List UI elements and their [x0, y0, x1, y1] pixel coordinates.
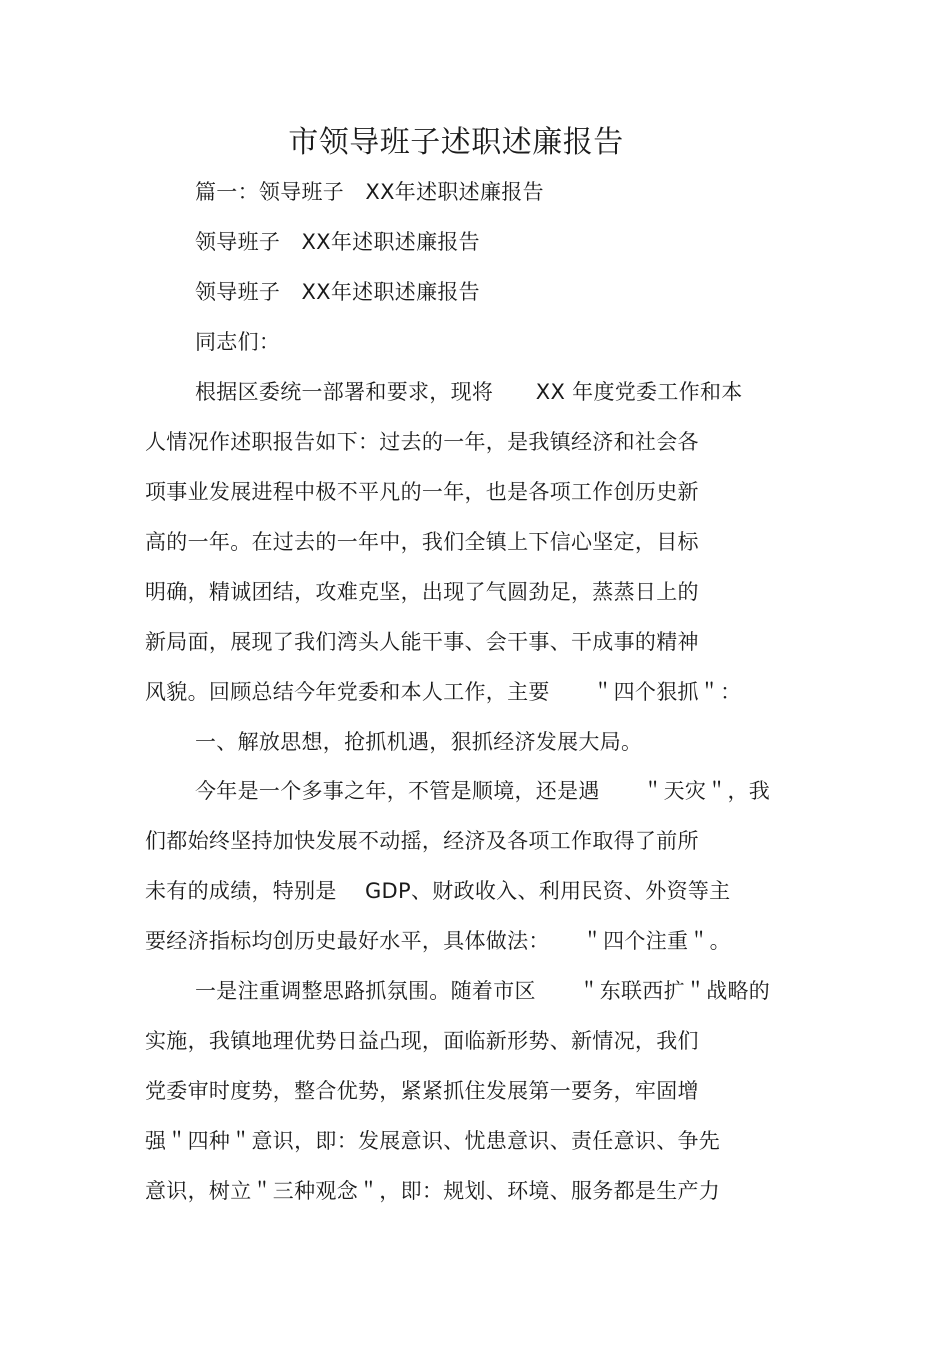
paragraph-line: 人情况作述职报告如下：过去的一年，是我镇经济和社会各 — [145, 430, 699, 454]
paragraph-line: 风貌。回顾总结今年党委和本人工作，主要 ＂四个狠抓＂： — [145, 680, 742, 704]
paragraph-line: 意识，树立＂三种观念＂，即：规划、环境、服务都是生产力 — [145, 1179, 721, 1203]
paragraph-line: 明确，精诚团结，攻难克坚，出现了气圆劲足，蒸蒸日上的 — [145, 580, 699, 604]
paragraph-line: 要经济指标均创历史最好水平，具体做法： ＂四个注重＂。 — [145, 929, 731, 953]
paragraph-line: 根据区委统一部署和要求，现将 XX 年度党委工作和本 — [195, 380, 743, 404]
paragraph-line: 未有的成绩，特别是 GDP、财政收入、利用民资、外资等主 — [145, 879, 731, 903]
paragraph-line: 实施，我镇地理优势日益凸现，面临新形势、新情况，我们 — [145, 1029, 699, 1053]
paragraph-line: 强＂四种＂意识，即：发展意识、忧患意识、责任意识、争先 — [145, 1129, 721, 1153]
salutation: 同志们： — [195, 330, 281, 354]
paragraph-line: 们都始终坚持加快发展不动摇，经济及各项工作取得了前所 — [145, 829, 699, 853]
document-title: 市领导班子述职述廉报告 — [288, 125, 624, 160]
subtitle-line: 领导班子 XX年述职述廉报告 — [195, 280, 480, 304]
subtitle-line: 领导班子 XX年述职述廉报告 — [195, 230, 480, 254]
paragraph-line: 一是注重调整思路抓氛围。随着市区 ＂东联西扩＂战略的 — [195, 979, 771, 1003]
paragraph-line: 项事业发展进程中极不平凡的一年，也是各项工作创历史新 — [145, 480, 699, 504]
paragraph-line: 高的一年。在过去的一年中，我们全镇上下信心坚定，目标 — [145, 530, 699, 554]
subtitle-line: 篇一：领导班子 XX年述职述廉报告 — [195, 180, 544, 204]
paragraph-line: 党委审时度势，整合优势，紧紧抓住发展第一要务，牢固增 — [145, 1079, 699, 1103]
paragraph-line: 新局面，展现了我们湾头人能干事、会干事、干成事的精神 — [145, 630, 699, 654]
section-heading: 一、解放思想，抢抓机遇，狠抓经济发展大局。 — [195, 730, 643, 754]
paragraph-line: 今年是一个多事之年，不管是顺境，还是遇 ＂天灾＂，我 — [195, 779, 771, 803]
